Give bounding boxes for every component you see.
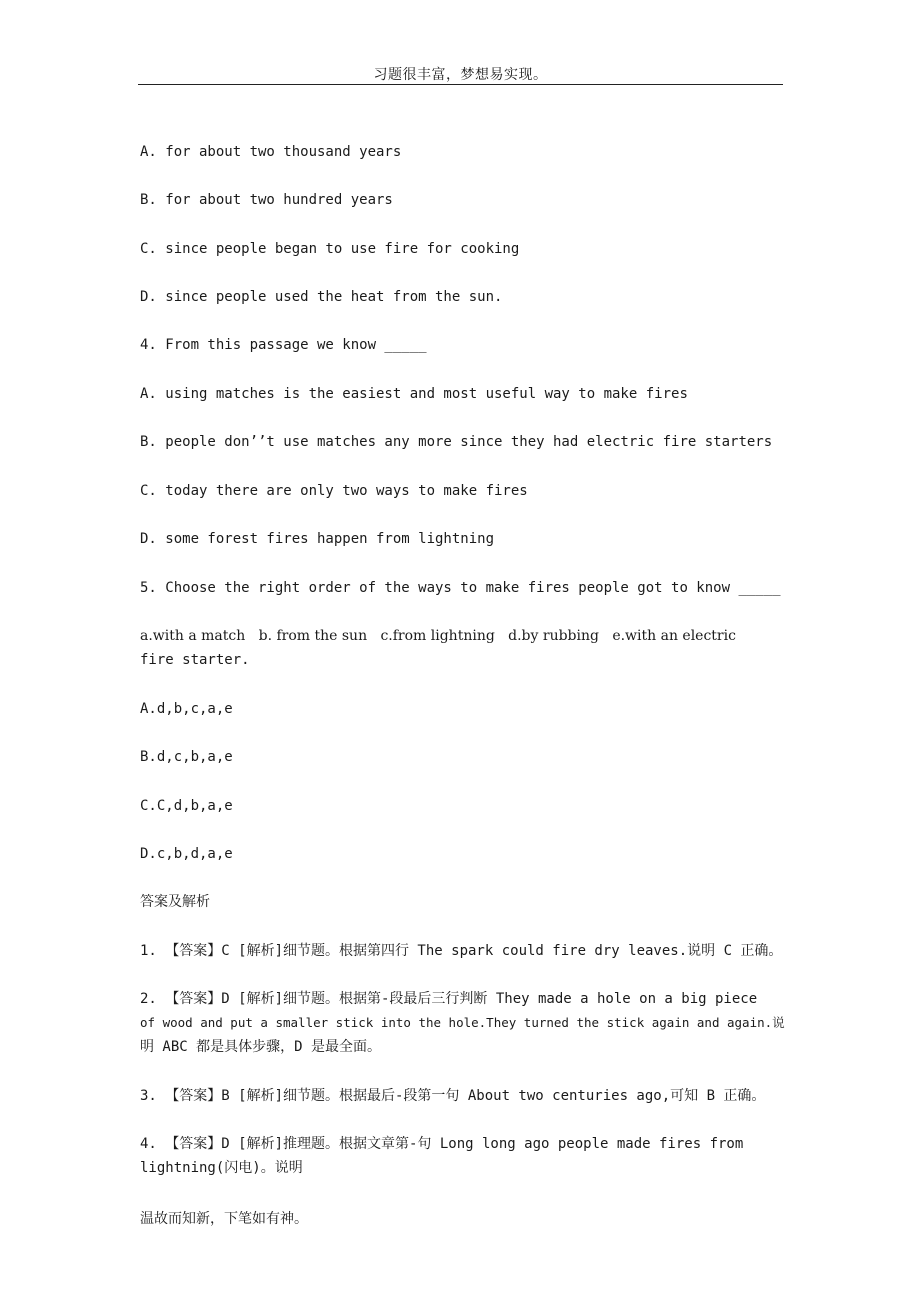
q3-option-b: B. for about two hundred years <box>140 192 393 208</box>
q3-option-a: A. for about two thousand years <box>140 144 402 160</box>
answer-1: 1. 【答案】C [解析]细节题。根据第四行 The spark could fire dry leaves.说明 C 正确。 <box>140 943 783 959</box>
answer-3: 3. 【答案】B [解析]细节题。根据最后-段第一句 About two centuries ago,可知 B 正确。 <box>140 1088 766 1104</box>
answer-2-line2: of wood and put a smaller stick into the hole.They turned the stick again and again.说 <box>140 1015 785 1030</box>
q4-option-c: C. today there are only two ways to make fires <box>140 483 528 499</box>
answer-2-line1: 2. 【答案】D [解析]细节题。根据第-段最后三行判断 They made a hole on a big piece <box>140 991 758 1007</box>
page-footer: 温故而知新，下笔如有神。 <box>140 1211 308 1227</box>
q3-option-d: D. since people used the heat from the sun. <box>140 289 503 305</box>
answer-2-line3: 明 ABC 都是具体步骤，D 是最全面。 <box>140 1039 382 1055</box>
q5-option-b: B.d,c,b,a,e <box>140 749 233 765</box>
q5-option-a: A.d,b,c,a,e <box>140 701 233 717</box>
q3-option-c: C. since people began to use fire for cooking <box>140 241 520 257</box>
q5-items-line2: fire starter. <box>140 652 250 668</box>
answers-heading: 答案及解析 <box>140 894 210 910</box>
q4-option-b: B. people don’’t use matches any more since they had electric fire starters <box>140 434 773 450</box>
q5-items-line1: a.with a match b. from the sun c.from lightning d.by rubbing e.with an electric <box>140 628 736 644</box>
q4-stem: 4. From this passage we know _____ <box>140 337 427 353</box>
q4-option-a: A. using matches is the easiest and most useful way to make fires <box>140 386 688 402</box>
page-header: 习题很丰富，梦想易实现。 <box>373 67 548 83</box>
answer-4-line2: lightning(闪电)。说明 <box>140 1160 303 1176</box>
q5-stem: 5. Choose the right order of the ways to make fires people got to know _____ <box>140 580 781 596</box>
header-divider <box>138 84 783 85</box>
q5-option-d: D.c,b,d,a,e <box>140 846 233 862</box>
q5-option-c: C.C,d,b,a,e <box>140 798 233 814</box>
q4-option-d: D. some forest fires happen from lightning <box>140 531 495 547</box>
answer-4-line1: 4. 【答案】D [解析]推理题。根据文章第-句 Long long ago people made fires from <box>140 1136 744 1152</box>
